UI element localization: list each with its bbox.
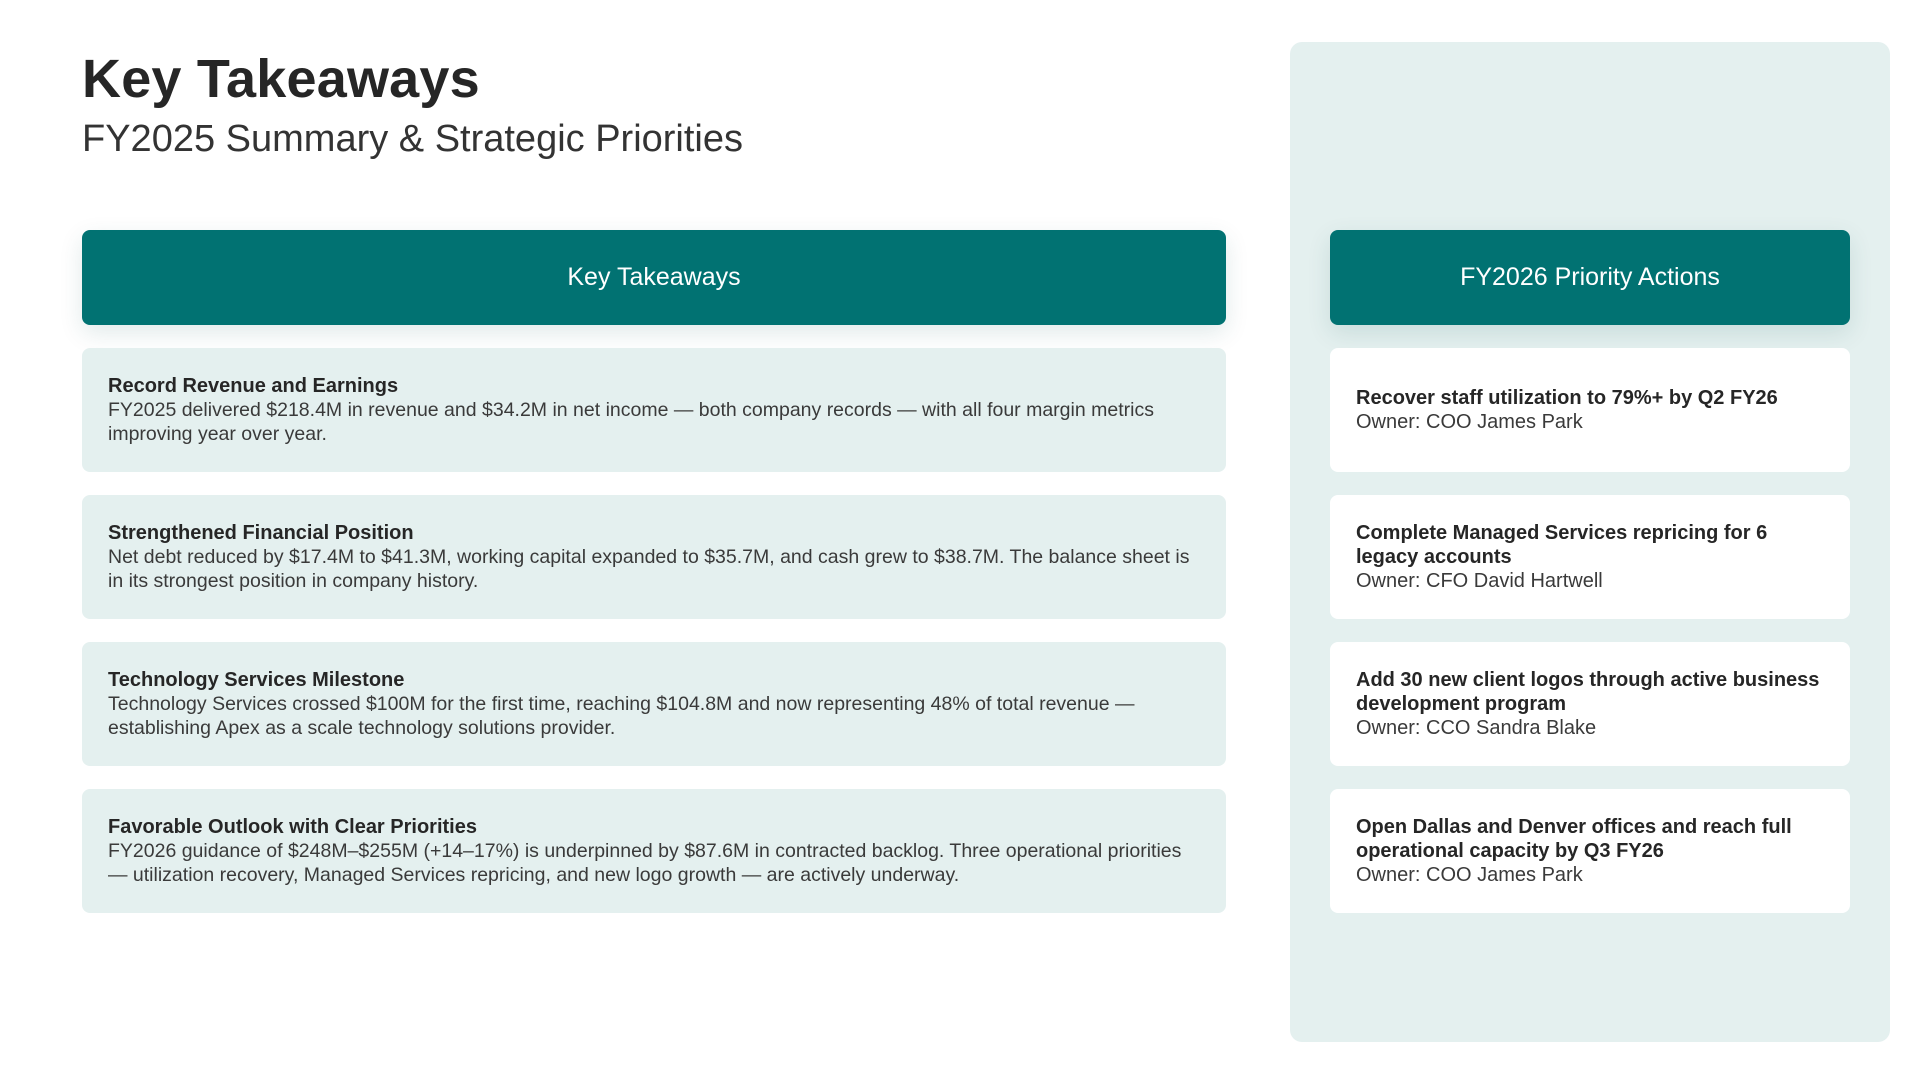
priority-actions-header: FY2026 Priority Actions: [1330, 230, 1850, 325]
takeaway-card: [82, 495, 1226, 619]
takeaway-body: FY2026 guidance of $248M–$255M (+14–17%) is underpinned by $87.6M in contracted backlog. Three operational priorities — utilization recovery, Managed Services repricing, and new logo growth — are actively underway.: [108, 840, 1182, 886]
action-owner: Owner: COO James Park: [1356, 411, 1583, 433]
action-card: [1330, 642, 1850, 766]
takeaway-body: FY2025 delivered $218.4M in revenue and $34.2M in net income — both company records — with all four margin metrics improving year over year.: [108, 399, 1154, 445]
takeaway-card: [82, 789, 1226, 913]
action-title: Complete Managed Services repricing for 6 legacy accounts: [1356, 522, 1768, 568]
action-owner: Owner: COO James Park: [1356, 864, 1583, 886]
page-subtitle: FY2025 Summary & Strategic Priorities: [82, 118, 744, 160]
page-title: Key Takeaways: [82, 49, 480, 109]
takeaway-title: Record Revenue and Earnings: [108, 375, 399, 397]
actions-list: [1330, 348, 1850, 936]
takeaway-body: Technology Services crossed $100M for the first time, reaching $104.8M and now representing 48% of total revenue — establishing Apex as a scale technology solutions provider.: [108, 693, 1135, 739]
takeaway-body: Net debt reduced by $17.4M to $41.3M, working capital expanded to $35.7M, and cash grew to $38.7M. The balance sheet is in its strongest position in company history.: [108, 546, 1190, 592]
takeaway-title: Strengthened Financial Position: [108, 522, 414, 544]
takeaways-list: [82, 348, 1226, 936]
takeaway-title: Technology Services Milestone: [108, 669, 405, 691]
action-owner: Owner: CFO David Hartwell: [1356, 570, 1603, 592]
action-title: Add 30 new client logos through active business development program: [1356, 669, 1820, 715]
takeaway-title: Favorable Outlook with Clear Priorities: [108, 816, 477, 838]
key-takeaways-header: Key Takeaways: [82, 230, 1226, 325]
action-card: [1330, 789, 1850, 913]
action-card: [1330, 348, 1850, 472]
action-title: Open Dallas and Denver offices and reach full operational capacity by Q3 FY26: [1356, 816, 1792, 862]
action-title: Recover staff utilization to 79%+ by Q2 FY26: [1356, 387, 1778, 409]
takeaway-card: [82, 348, 1226, 472]
action-owner: Owner: CCO Sandra Blake: [1356, 717, 1597, 739]
action-card: [1330, 495, 1850, 619]
takeaway-card: [82, 642, 1226, 766]
